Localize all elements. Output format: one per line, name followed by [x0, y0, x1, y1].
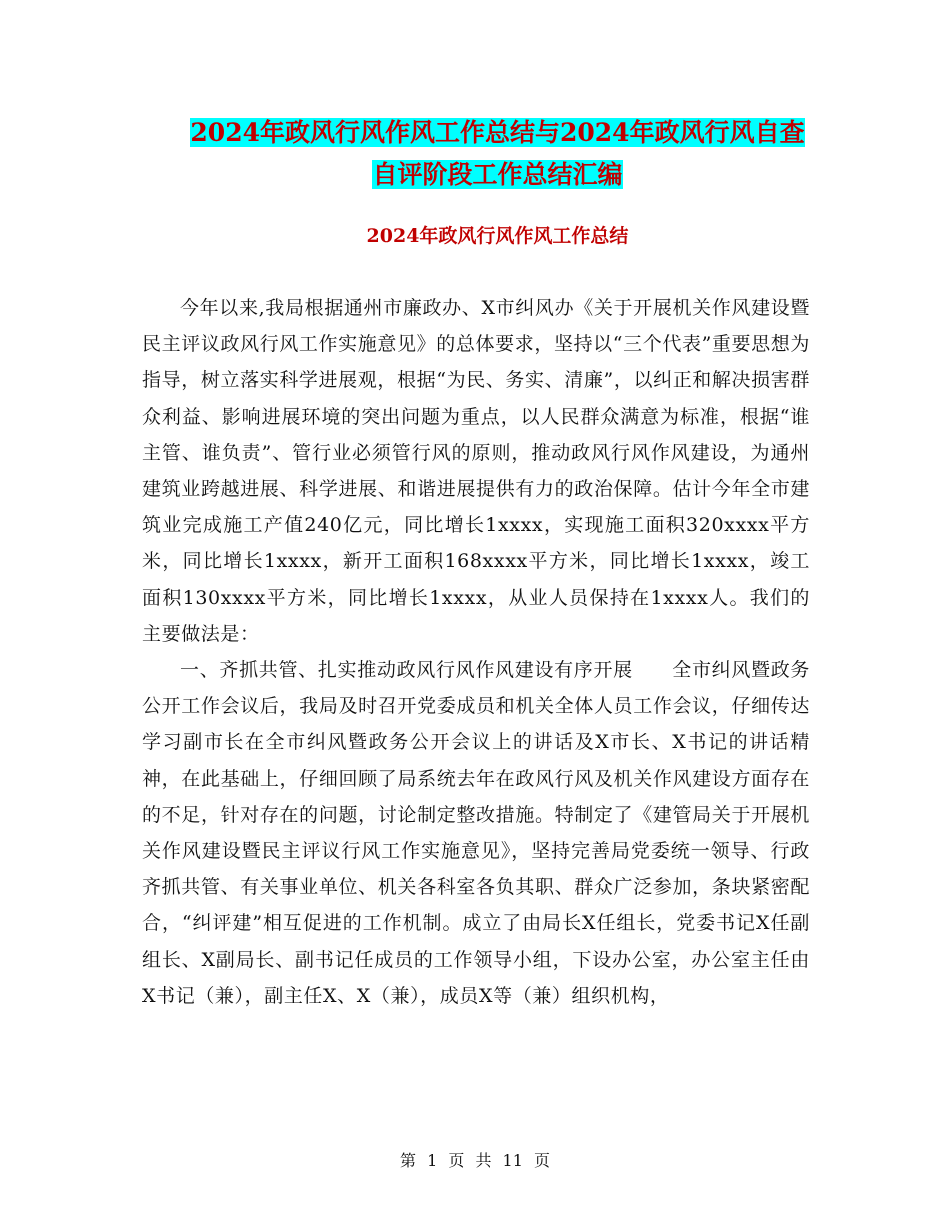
document-body	[142, 290, 810, 1014]
document-title-line1: 2024年政风行风作风工作总结与2024年政风行风自查	[190, 118, 805, 147]
body-paragraph-1: 今年以来,我局根据通州市廉政办、X市纠风办《关于开展机关作风建设暨民主评议政风行风工作实施意见》的总体要求，坚持以“三个代表”重要思想为指导，树立落实科学进展观，根据“为民、务实、清廉”，以纠正和解决损害群众利益、影响进展环境的突出问题为重点，以人民群众满意为标准，根据“谁主管、谁负责”、管行业必须管行风的原则，推动政风行风作风建设，为通州建筑业跨越进展、科学进展、和谐进展提供有力的政治保障。估计今年全市建筑业完成施工产值240亿元，同比增长1xxxx，实现施工面积320xxxx平方米，同比增长1xxxx，新开工面积168xxxx平方米，同比增长1xxxx，竣工面积130xxxx平方米，同比增长1xxxx，从业人员保持在1xxxx人。我们的主要做法是：	[142, 297, 810, 645]
document-title-line2: 自评阶段工作总结汇编	[372, 160, 623, 189]
page-number-footer: 第 1 页 共 11 页	[400, 1151, 550, 1170]
body-paragraph-2: 一、齐抓共管、扎实推动政风行风作风建设有序开展 全市纠风暨政务公开工作会议后，我局及时召开党委成员和机关全体人员工作会议，仔细传达学习副市长在全市纠风暨政务公开会议上的讲话及X市长、X书记的讲话精神，在此基础上，仔细回顾了局系统去年在政风行风及机关作风建设方面存在的不足，针对存在的问题，讨论制定整改措施。特制定了《建管局关于开展机关作风建设暨民主评议行风工作实施意见》，坚持完善局党委统一领导、行政齐抓共管、有关事业单位、机关各科室各负其职、群众广泛参加，条块紧密配合，“纠评建”相互促进的工作机制。成立了由局长X任组长，党委书记X任副组长、X副局长、副书记任成员的工作领导小组，下设办公室，办公室主任由X书记（兼），副主任X、X（兼），成员X等（兼）组织机构，	[142, 659, 810, 1007]
section-title: 2024年政风行风作风工作总结	[366, 225, 629, 247]
document-title	[140, 112, 855, 196]
